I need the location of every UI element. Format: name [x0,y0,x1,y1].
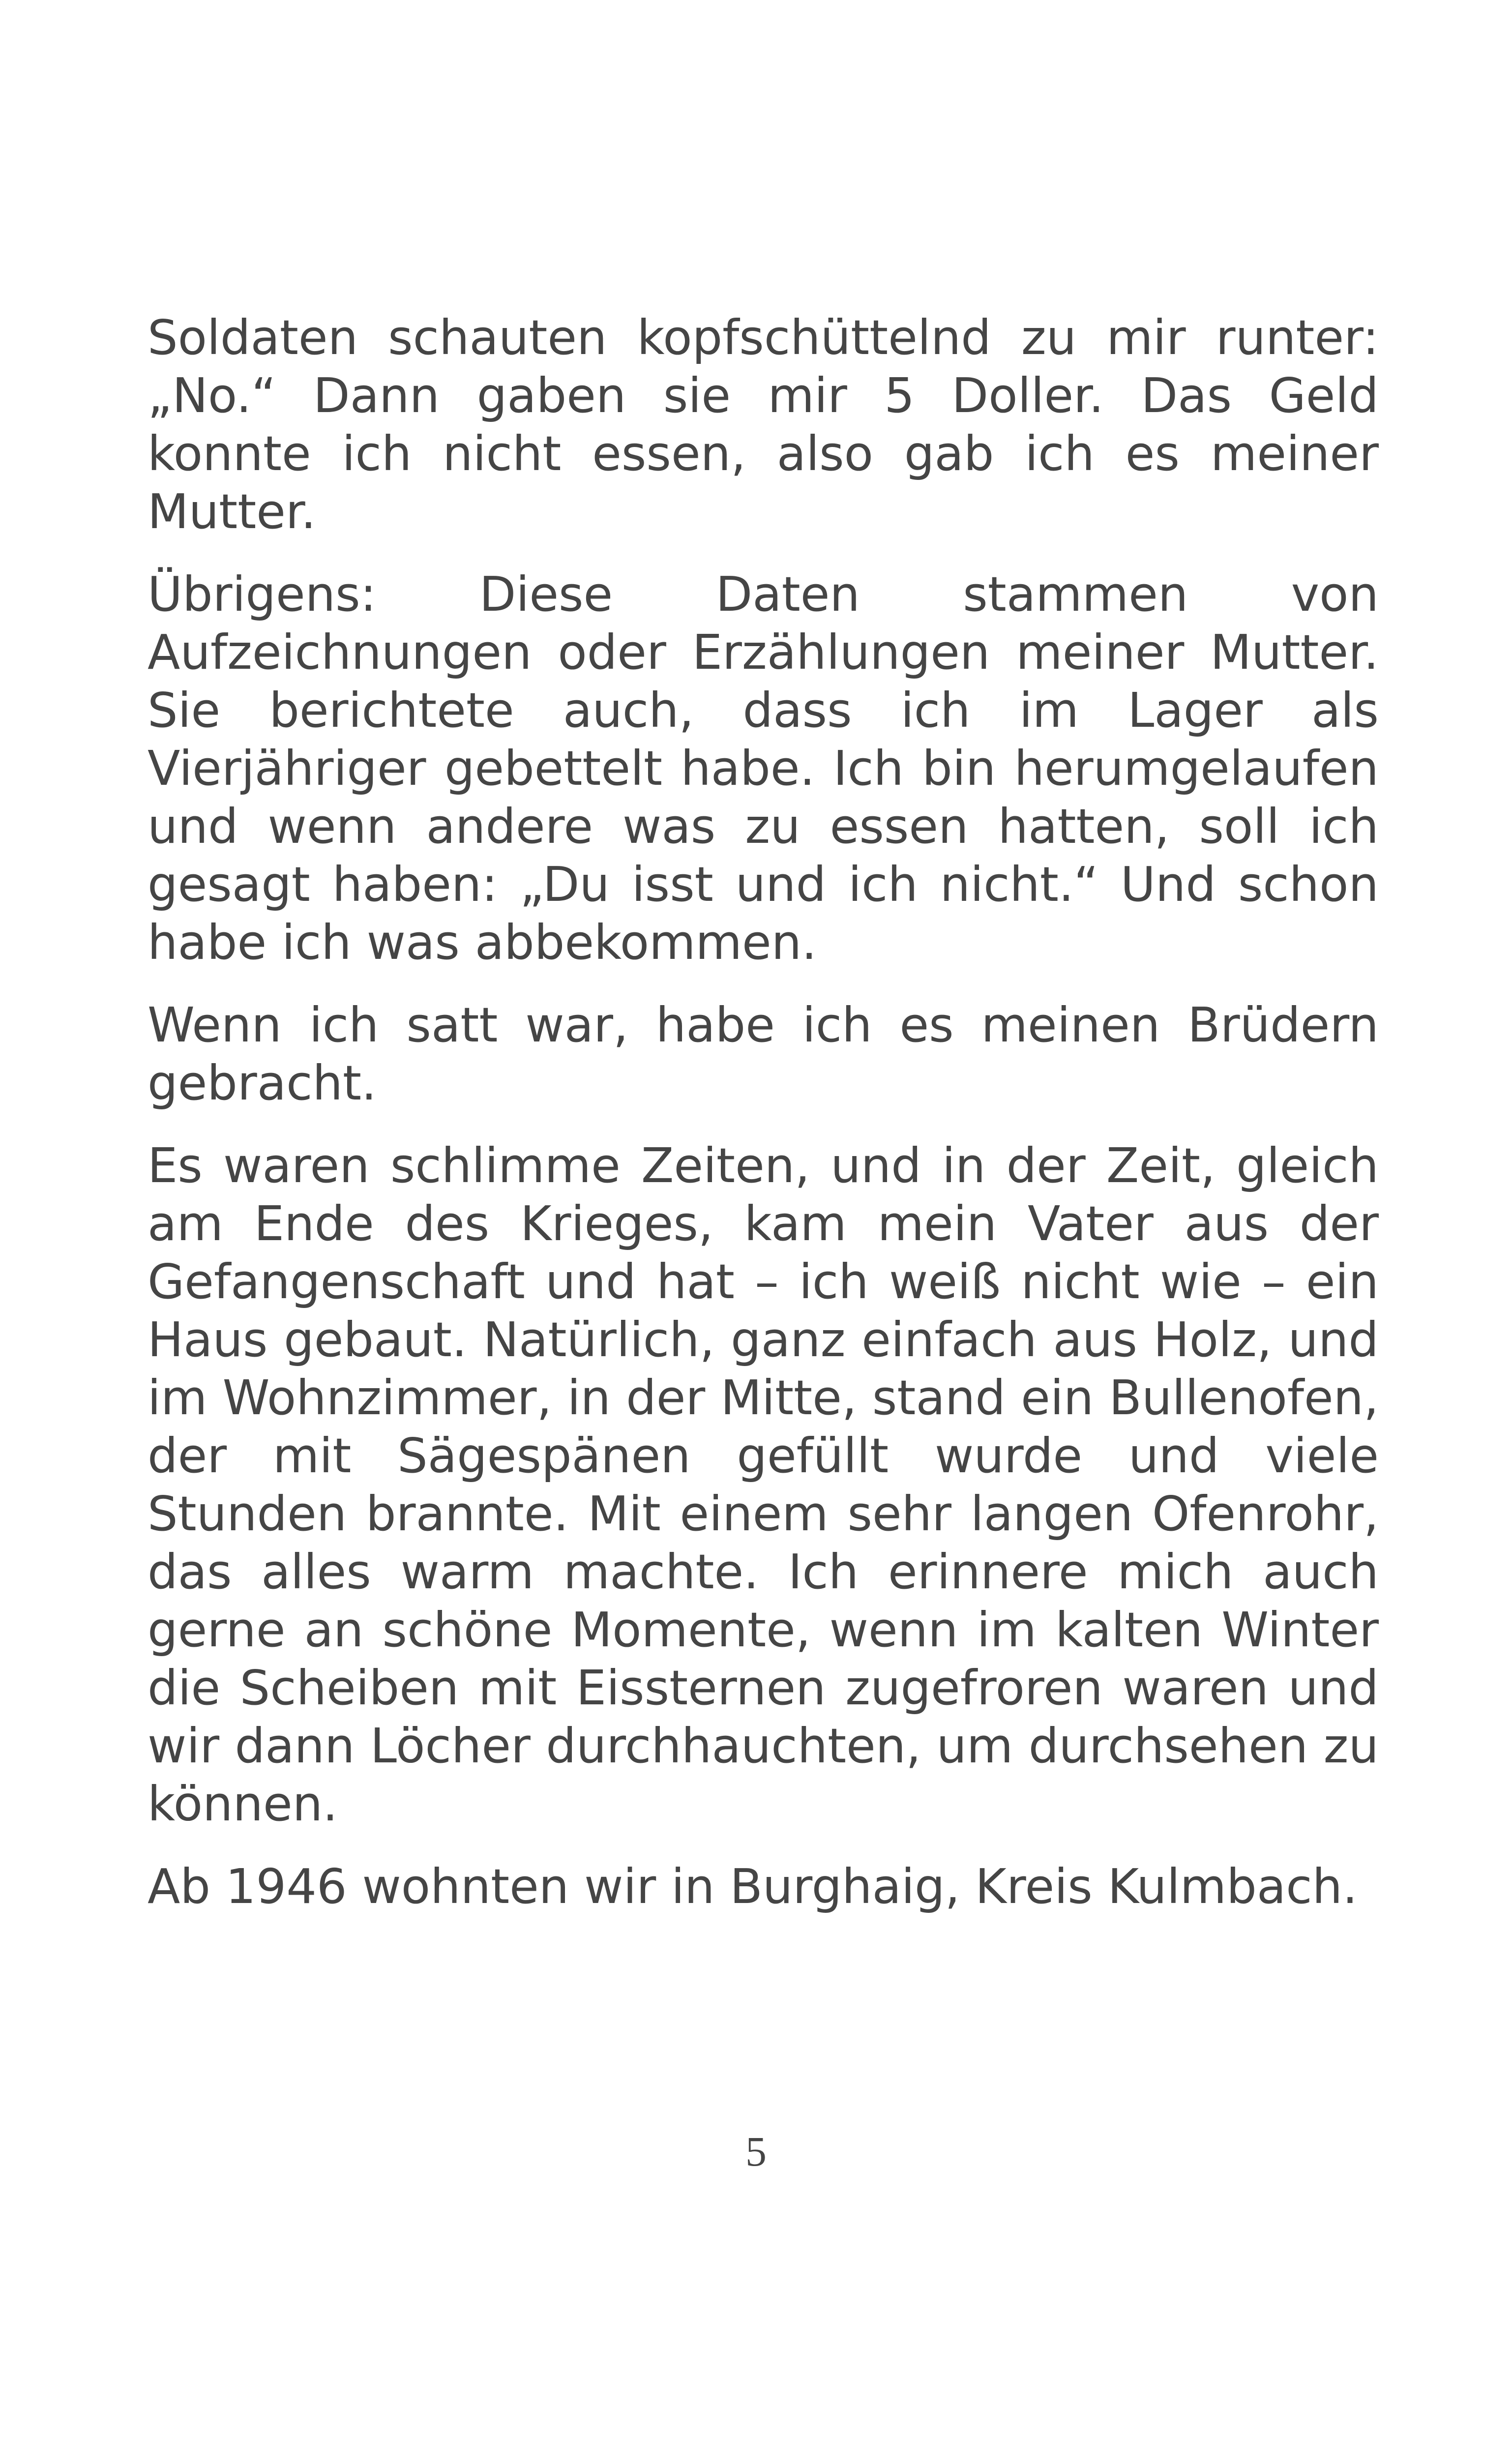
body-text [148,309,1379,1940]
paragraph-5: Ab 1946 wohnten wir in Burghaig, Kreis Kulmbach. [148,1859,1358,1914]
paragraph-3: Wenn ich satt war, habe ich es meinen Brüdern gebracht. [148,997,1379,1111]
paragraph-4: Es waren schlimme Zeiten, und in der Zeit, gleich am Ende des Krieges, kam mein Vater aus der Gefangenschaft und hat – ich weiß nicht wie – ein Haus gebaut. Natürlich, ganz einfach aus Holz, und im Wohnzimmer, in der Mitte, stand ein Bullenofen, der mit Sägespänen gefüllt wurde und viele Stunden brannte. Mit einem sehr langen Ofenrohr, das alles warm machte. Ich erinnere mich auch gerne an schöne Momente, wenn im kalten Winter die Scheiben mit Eissternen zugefroren waren und wir dann Löcher durchhauchten, um durchsehen zu können. [148,1138,1379,1832]
paragraph-1: Soldaten schauten kopfschüttelnd zu mir runter: „No.“ Dann gaben sie mir 5 Doller. Das Geld konnte ich nicht essen, also gab ich es meiner Mutter. [148,310,1379,539]
page-number: 5 [745,2128,767,2175]
paragraph-2: Übrigens: Diese Daten stammen von Aufzeichnungen oder Erzählungen meiner Mutter. Sie berichtete auch, dass ich im Lager als Vierjähriger gebettelt habe. Ich bin herumgelaufen und wenn andere was zu essen hatten, soll ich gesagt haben: „Du isst und ich nicht.“ Und schon habe ich was abbekommen. [148,566,1379,970]
